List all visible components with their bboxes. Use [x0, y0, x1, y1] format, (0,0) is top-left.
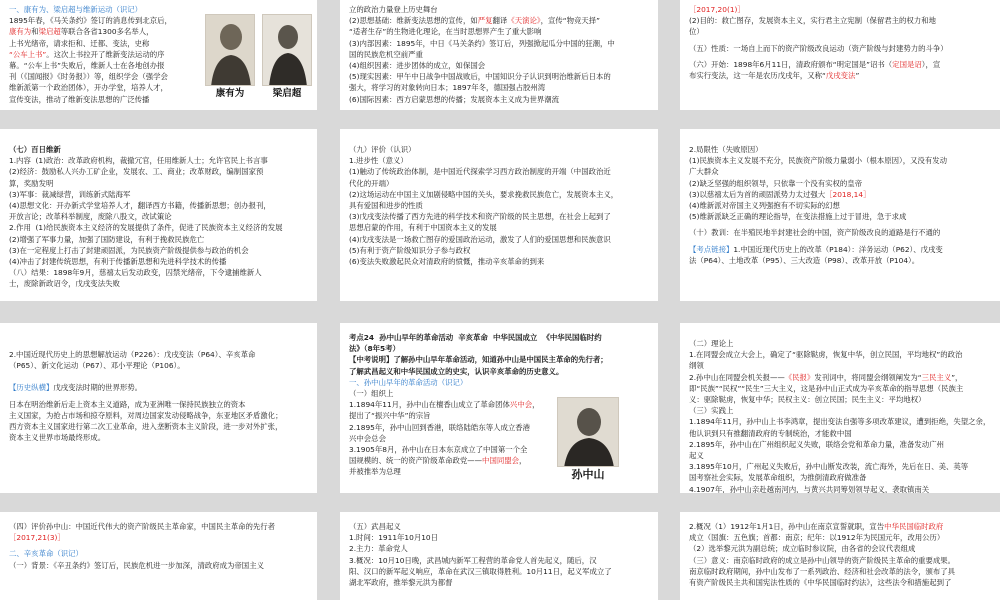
text-line: 阳、汉口的新军起义响应，革命在武汉三镇取得胜利。10月11日，起义军成立了 [349, 566, 612, 576]
text-line: 维新派第一个政治团体），开办学堂，培养人才， [9, 83, 168, 93]
slide-reform-nature[interactable] [680, 0, 1000, 110]
portrait-kang [205, 14, 255, 99]
text-line: (2)思想基础：维新变法思想的宣传，如严复翻译《天演论》，宣传“物竞天择” [349, 16, 600, 26]
text-line: (2)这场运动在中国主义加剧侵略中国的关头，要求挽救民族危亡，发展资本主义， [349, 189, 619, 199]
topic-title: 考点24 孙中山早年的革命活动 辛亥革命 中华民国成立 《中华民国临时约 [349, 333, 602, 342]
text-line: 1.内容 (1)政治：改革政府机构，裁撤冗官，任用维新人士；允许官民上书言事 [9, 156, 268, 166]
section-heading: 一、孙中山早年的革命活动（识记） [349, 377, 468, 387]
slide-wuchang-uprising[interactable] [340, 512, 658, 600]
slide-hundred-days[interactable] [0, 129, 317, 301]
text-line: 代化的开端） [349, 178, 394, 188]
text-line: 兴中会总会 [349, 433, 386, 443]
text-line: 2.1895年，孙中山在广州组织起义失败，联络会党和革命力量，准备发动广州 [689, 439, 944, 449]
text-line: (5)有利于资产阶级知识分子参与政权 [349, 245, 471, 255]
text-line: 开放言论；改革科举制度，废除八股文，改试策论 [9, 212, 172, 222]
text-line: 3.1905年8月，孙中山在日本东京成立了中国第一个全 [349, 445, 528, 455]
text-line: 国的民族危机空前严重 [349, 49, 423, 59]
text-line: 纲领 [689, 361, 704, 371]
text-line: 他认识到只有推翻清政府的专制统治，才能救中国 [689, 428, 852, 438]
text-line: （一）背景：《辛丑条约》签订后，民族危机进一步加深，清政府成为帝国主义 [9, 560, 264, 570]
slide-kang-liang[interactable] [0, 0, 317, 110]
text-line: 1.1894年11月，孙中山上书李鸿章，提出变法自强等多项改革建议，遭到拒绝，失望之余， [689, 417, 991, 427]
section-heading: 2.局限性（失败原因） [689, 145, 763, 154]
text-line: (6)国际因素：西方启蒙思想的传播；发展资本主义成为世界潮流 [349, 94, 560, 104]
text-line: 上书光绪帝，请求拒和、迁都、变法，史称 [9, 38, 150, 48]
text-line: (3)以慈禧太后为首的顽固派势力太过强大［2018,14］ [689, 189, 871, 199]
text-line: 具有爱国和进步的性质 [349, 201, 423, 211]
text-line: （三）实践上 [689, 406, 734, 416]
text-line: 1.在同盟会成立大会上，确定了“驱除鞑虏，恢复中华，创立民国，平均地权”的政治 [689, 350, 963, 360]
text-line: 强大，将学习的对象转向日本；1897年冬，德国强占胶州湾 [349, 83, 546, 93]
text-line: （六）开始：1898年6月11日，清政府颁布“明定国是”诏书（定国是诏），宣 [689, 59, 941, 69]
text-line: (2)增强了军事力量，加强了国防建设，有利于挽救民族危亡 [9, 234, 205, 244]
text-line: (2)缺乏坚强的组织领导，只依靠一个没有实权的皇帝 [689, 178, 863, 188]
text-line: （P65）、新文化运动（P67）、邓小平理论（P106）。 [9, 361, 185, 371]
text-line: （十）教训：在半殖民地半封建社会的中国，资产阶级改良的道路是行不通的 [689, 228, 941, 238]
caption-sun: 孙中山 [571, 468, 605, 481]
text-line: 【历史纵横】戊戌变法时期的世界形势。 [9, 383, 143, 393]
text-line: (4)维新派对帝国主义列强抱有不切实际的幻想 [689, 201, 840, 211]
text-line: 成立（国旗：五色旗；首都：南京；纪年：以1912年为民国元年，改用公历） [689, 533, 945, 543]
text-line: 康有为和梁启超等联合各省1300多名举人， [9, 27, 154, 37]
text-line: 起义 [689, 451, 704, 461]
caption-liang: 梁启超 [272, 88, 302, 99]
text-line: (6)变法失败激起民众对清政府的愤慨，推动辛亥革命的到来 [349, 257, 545, 267]
text-line: （一）组织上 [349, 389, 394, 399]
text-line: 2.主力：革命党人 [349, 544, 408, 554]
text-line: 法（P64）、土地改革（P95）、三大改造（P98）、改革开放（P104）。 [689, 255, 920, 265]
text-line: 西方资本主义国家进行第二次工业革命，进入垄断资本主义阶段，进一步对外扩张， [9, 422, 283, 432]
topic-title: 法》（8年5考） [349, 344, 400, 354]
text-line: (3)军事：裁减绿营，训练新式陆海军 [9, 189, 131, 199]
slide-sun-evaluation[interactable] [0, 512, 317, 600]
text-line: 2.概况（1）1912年1月1日，孙中山在南京宣誓就职，宣告中华民国临时政府 [689, 522, 944, 531]
text-line: (1)触动了传统政治体制，是中国近代探索学习西方政治制度的开端（中国政治近 [349, 167, 611, 177]
text-line: 广大群众 [689, 167, 719, 177]
text-line: 【考点链接】1.中国近现代历史上的改革（P184）：洋务运动（P62）、戊戌变 [689, 244, 943, 254]
text-line: 1.进步性（意义） [349, 156, 408, 166]
text-line: (5)维新派缺乏正确的理论指导，在变法措施上过于冒进，急于求成 [689, 212, 907, 222]
text-line: （四）评价孙中山：中国近代伟大的资产阶级民主革命家，中国民主革命的先行者 [9, 522, 276, 531]
text-line: 南京临时政府期间，孙中山发布了一系列政治、经济和社会改革的法令，颁布了具 [689, 566, 956, 576]
text-line: 国规模的、统一的资产阶级革命政党——中国同盟会， [349, 456, 527, 466]
text-line: 布实行变法，这一年是农历戊戌年，又称“戊戌变法” [689, 71, 860, 81]
text-line: 士，废除新政诏令，戊戌变法失败 [9, 279, 120, 289]
portrait-sun [557, 397, 619, 480]
text-line: (5)现实因素：甲午中日战争中国战败后，中国知识分子认识到明治维新后日本的 [349, 72, 611, 82]
text-line: (4)戊戌变法是一场救亡图存的爱国政治运动，激发了人们的爱国思想和民族意识 [349, 234, 611, 244]
text-line: 日本在明治维新后走上资本主义道路，成为亚洲唯一保持民族独立的资本 [9, 399, 246, 409]
text-line: 湖北军政府，推举黎元洪为都督 [349, 578, 453, 588]
portrait-sun-image [558, 398, 619, 467]
text-line: 刊（《国闻报》《时务报》）等，组织学会（强学会 [9, 72, 168, 82]
text-line: 3.1895年10月，广州起义失败后，孙中山断发改装，流亡海外，先后在日、美、英等 [689, 462, 969, 472]
text-line: (4)组织因素：进步团体的成立，如保国会 [349, 61, 486, 71]
text-line: 算，奖励发明 [9, 178, 54, 188]
text-line: (2)目的：救亡图存，发展资本主义，实行君主立宪制（保留君主的权力和地 [689, 16, 936, 26]
text-line: 1.时间：1911年10月10日 [349, 533, 439, 543]
text-line: （三）意义：南京临时政府的成立是孙中山领导的资产阶级民主革命的重要成果。 [689, 555, 956, 565]
exam-ref: ［2017,20(1)］ [689, 5, 745, 14]
text-line: 有资产阶级民主共和国宪法性质的《中华民国临时约法》，这些法令和措施起到了 [689, 578, 952, 588]
section-heading: （二）理论上 [689, 339, 734, 348]
text-line: 2.作用 (1)给民族资本主义经济的发展提供了条件，促进了民族资本主义经济的发展 [9, 223, 283, 233]
text-line: 3.概况：10月10日晚，武昌城内新军工程营的革命党人首先起义，随后，汉 [349, 555, 597, 565]
text-line: 2.中国近现代历史上的思想解放运动（P226）：戊戌变法（P64）、辛亥革命 [9, 350, 256, 359]
slide-sun-early[interactable] [340, 323, 658, 493]
text-line: (3)内部因素：1895年，中日《马关条约》签订后，列强掀起瓜分中国的狂潮，中 [349, 38, 615, 48]
slide-sun-theory[interactable] [680, 323, 1000, 493]
section-heading: （五）武昌起义 [349, 522, 401, 531]
text-line: “公车上书”。这次上书拉开了维新变法运动的序 [9, 49, 165, 59]
exam-ref: ［2017,21(3)］ [9, 533, 65, 543]
slide-thought-liberation[interactable] [0, 323, 317, 493]
text-line: (1)民族资本主义发展不充分，民族资产阶级力量弱小（根本原因），又没有发动 [689, 156, 948, 166]
text-line: 1895年春，《马关条约》签订的消息传到北京后， [9, 16, 172, 26]
exam-note: 了解武昌起义和中华民国成立的史实，认识辛亥革命的历史意义。 [349, 366, 564, 376]
section-heading: （七）百日维新 [9, 145, 61, 154]
slide-evaluation[interactable] [340, 129, 658, 301]
text-line: (4)冲击了封建传统思想，有利于传播新思想和先进科学技术的传播 [9, 257, 227, 267]
text-line: 资本主义世界市场最终形成。 [9, 433, 106, 443]
text-line: 国考察社会实际，发展革命组织，为推倒清政府做准备 [689, 473, 867, 483]
text-line: 位） [689, 27, 704, 37]
text-line: (2)经济：鼓励私人兴办工矿企业，发展农、工、商业；改革财政，编制国家预 [9, 167, 264, 177]
section-heading: 一、康有为、梁启超与维新运动（识记） [9, 5, 143, 14]
text-line: 提出了“振兴中华”的宗旨 [349, 411, 431, 421]
text-line: 义：驱除鞑虏，恢复中华；民权主义：创立民国；民生主义：平均地权） [689, 395, 926, 405]
text-line: 2.孙中山在同盟会机关报——《民报》发刊词中，将同盟会纲领阐发为“三民主义”， [689, 372, 963, 382]
slide-reform-background[interactable] [340, 0, 658, 110]
text-line: 思想启蒙的作用，有利于中国资本主义的发展 [349, 223, 497, 233]
text-line: （2）选举黎元洪为副总统；成立临时参议院，由各省的会议代表组成 [689, 544, 916, 554]
text-line: 4.1907年，孙中山亲赴越南河内，与黄兴共同筹划领导起义，袭取镇南关 [689, 484, 930, 493]
text-line: 主义国家，为抢占市场和掠夺原料，对周边国家发动侵略战争，东亚地区矛盾激化； [9, 410, 283, 420]
text-line: （五）性质：一场自上而下的资产阶级改良运动（资产阶级与封建势力的斗争） [689, 43, 948, 53]
slide-limitations[interactable] [680, 129, 1000, 301]
section-heading: 二、辛亥革命（识记） [9, 549, 83, 559]
section-heading: （九）评价（认识） [349, 145, 416, 154]
text-line: 立的政治力量登上历史舞台 [349, 5, 438, 14]
text-line: (3)在一定程度上打击了封建顽固派，为民族资产阶级提供参与政治的机会 [9, 245, 249, 255]
text-line: 幕。“公车上书”失败后，维新人士在各地创办报 [9, 61, 165, 71]
text-line: 宣传变法，推动了维新变法思想的广泛传播 [9, 94, 150, 104]
portrait-kang-image [206, 15, 255, 86]
text-line: “适者生存”的生物进化理论，在当时思想界产生了重大影响 [349, 27, 542, 37]
text-line: 2.1895年，孙中山回到香港，联络陆皓东等人成立香港 [349, 422, 531, 432]
caption-kang: 康有为 [215, 88, 245, 99]
text-line: 即“民族”“民权”“民生”三大主义，这是孙中山正式成为辛亥革命的指导思想（民族主 [689, 383, 964, 393]
portrait-liang [262, 14, 312, 99]
text-line: （八）结果：1898年9月，慈禧太后发动政变，囚禁光绪帝，下令逮捕维新人 [9, 268, 262, 278]
text-line: (4)思想文化：开办新式学堂培养人才，翻译西方书籍，传播新思想；创办报刊， [9, 201, 271, 211]
portrait-liang-image [263, 15, 312, 86]
exam-note: 【中考说明】了解孙中山早年革命活动，知道孙中山是中国民主革命的先行者； [349, 355, 608, 365]
text-line: (3)戊戌变法传播了西方先进的科学技术和资产阶级的民主思想，在社会上起到了 [349, 212, 611, 222]
text-line: 1.1894年11月，孙中山在檀香山成立了革命团体兴中会， [349, 400, 540, 410]
slide-nanjing-government[interactable] [680, 512, 1000, 600]
text-line: 并被推举为总理 [349, 467, 401, 477]
